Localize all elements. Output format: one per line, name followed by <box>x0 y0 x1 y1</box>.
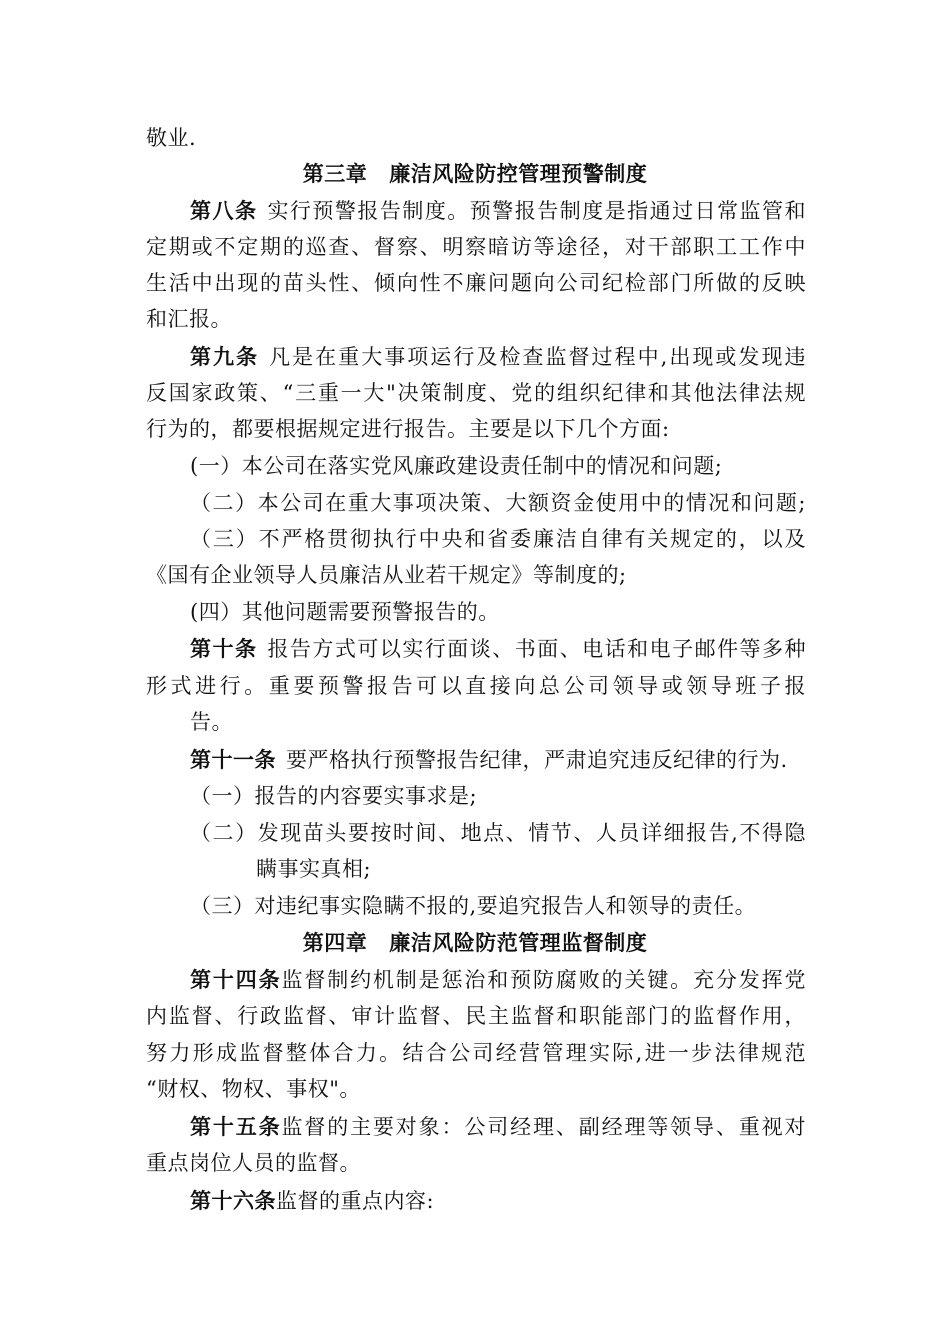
article-text: 报告方式可以实行面谈、书面、电话和电子邮件等多种 <box>267 637 807 661</box>
article-9-item-3b: 《国有企业领导人员廉洁从业若干规定》等制度的; <box>146 563 627 587</box>
chapter-3-heading <box>0 159 950 189</box>
article-text: 要严格执行预警报告纪律，严肃追究违反纪律的行为. <box>286 748 788 772</box>
article-9-item-2: （二）本公司在重大事项决策、大额资金使用中的情况和问题; <box>190 491 806 515</box>
article-14-line-1 <box>190 965 806 995</box>
article-label: 第十五条 <box>190 1114 282 1139</box>
chapter-title: 廉洁风险防控管理预警制度 <box>389 161 648 186</box>
article-10-line-3: 告。 <box>190 710 233 734</box>
article-14-line-2: 内监督、行政监督、审计监督、民主监督和职能部门的监督作用， <box>146 1004 806 1028</box>
article-15-line-2: 重点岗位人员的监督。 <box>146 1151 361 1175</box>
article-11-item-2a: （二）发现苗头要按时间、地点、情节、人员详细报告,不得隐 <box>190 821 806 845</box>
article-9-line-1 <box>190 342 806 372</box>
article-8-line-3: 生活中出现的苗头性、倾向性不廉问题向公司纪检部门所做的反映 <box>146 271 806 295</box>
chapter-number: 第三章 <box>302 161 368 186</box>
article-9-item-4: (四）其他问题需要预警报告的。 <box>190 600 500 624</box>
chapter-number: 第四章 <box>302 930 368 955</box>
article-10-line-1 <box>190 634 806 664</box>
article-11-item-3: （三）对违纪事实隐瞒不报的,要追究报告人和领导的责任。 <box>190 894 757 918</box>
article-9-item-3a: （三）不严格贯彻执行中央和省委廉洁自律有关规定的，以及 <box>190 527 806 551</box>
text-line: 敬业. <box>146 126 197 150</box>
article-text: 实行预警报告制度。预警报告制度是指通过日常监管和 <box>267 199 807 223</box>
article-label: 第九条 <box>190 344 260 369</box>
article-8-line-1 <box>190 196 806 226</box>
article-9-item-1: (一）本公司在落实党风廉政建设责任制中的情况和问题; <box>190 454 723 478</box>
article-11-line-1 <box>190 745 806 775</box>
article-text: 监督制约机制是惩治和预防腐败的关键。充分发挥党 <box>281 968 807 992</box>
chapter-4-heading <box>0 928 950 958</box>
article-text: 监督的重点内容: <box>276 1189 435 1213</box>
article-11-item-2b: 瞒事实真相; <box>256 857 372 881</box>
article-label: 第十条 <box>190 636 258 661</box>
article-11-item-1: （一）报告的内容要实事求是; <box>190 784 478 808</box>
article-text: 监督的主要对象：公司经理、副经理等领导、重视对 <box>281 1115 807 1139</box>
article-8-line-4: 和汇报。 <box>146 307 232 331</box>
article-16-line-1 <box>190 1186 806 1216</box>
article-label: 第十四条 <box>190 967 282 992</box>
article-label: 第十一条 <box>190 747 276 772</box>
article-15-line-1 <box>190 1112 806 1142</box>
article-14-line-4: “财权、物权、事权"。 <box>146 1077 361 1101</box>
article-label: 第八条 <box>190 198 258 223</box>
article-10-line-2: 形式进行。重要预警报告可以直接向总公司领导或领导班子报 <box>146 674 806 698</box>
article-text: 凡是在重大事项运行及检查监督过程中,出现或发现违 <box>269 345 806 369</box>
article-14-line-3: 努力形成监督整体合力。结合公司经营管理实际,进一步法律规范 <box>146 1041 806 1065</box>
article-label: 第十六条 <box>190 1188 276 1213</box>
article-9-line-3: 行为的，都要根据规定进行报告。主要是以下几个方面: <box>146 417 670 441</box>
chapter-title: 廉洁风险防范管理监督制度 <box>389 930 648 955</box>
article-8-line-2: 定期或不定期的巡查、督察、明察暗访等途径，对干部职工工作中 <box>146 235 806 259</box>
article-9-line-2: 反国家政策、“三重一大"决策制度、党的组织纪律和其他法律法规 <box>146 381 806 405</box>
